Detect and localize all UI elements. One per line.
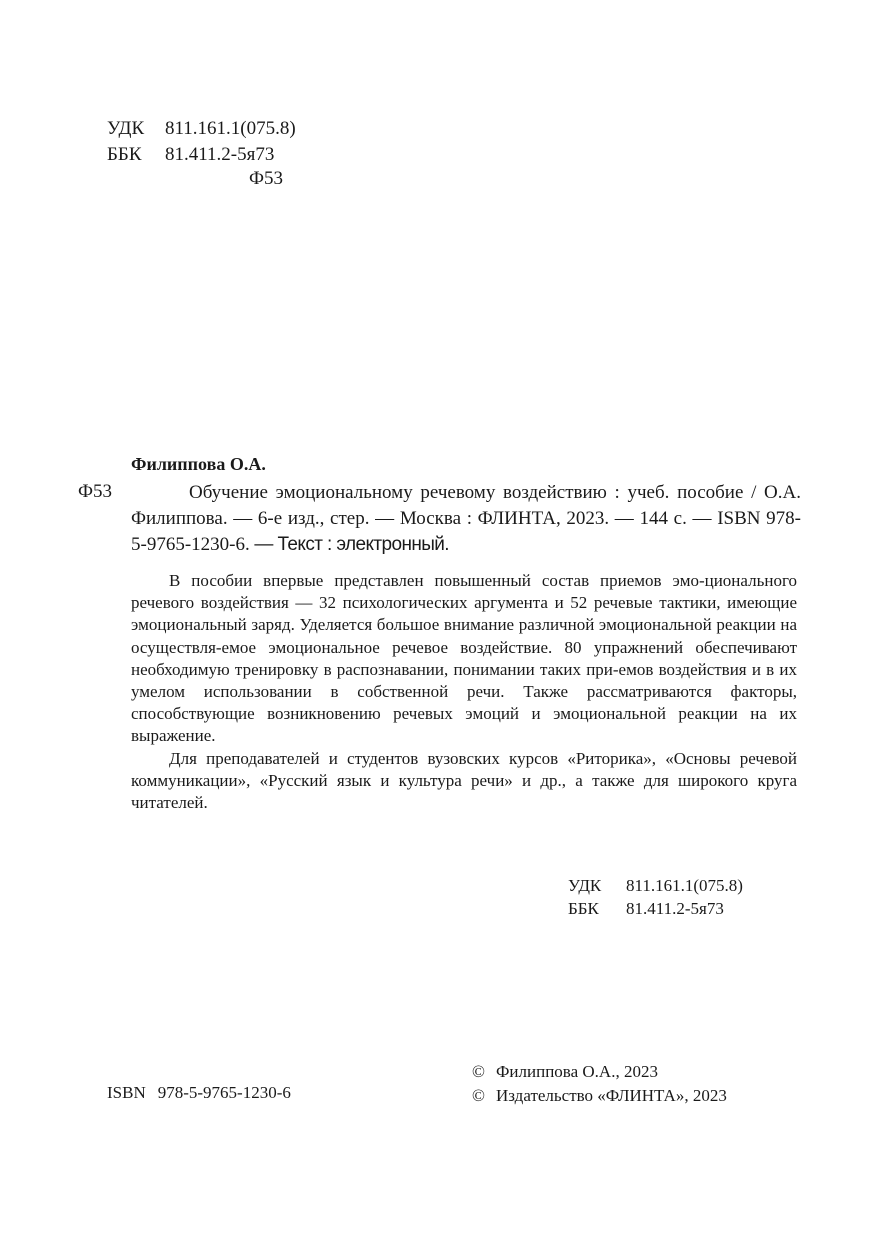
bbk-code-bottom (568, 897, 743, 920)
top-classification-codes (107, 116, 296, 168)
biblio-tail: — Текст : электронный. (249, 534, 449, 555)
abstract (131, 570, 797, 814)
isbn-value: 978-5-9765-1230-6 (157, 1083, 291, 1102)
author-mark-top: Ф53 (249, 168, 284, 189)
bbk-code (107, 142, 296, 168)
abstract-paragraph-1: В пособии впервые представлен повышенный состав приемов эмо-ционального речевого воздействия — 32 психологических аргумента и 52 речевые тактики, имеющие эмоциональный заряд. Уделяется большое внимание различной эмоциональной реакции на осуществля-емое эмоциональное речевое воздействие. 80 упражнений обеспечивают необходимую тренировку в распознавании, понимании таких при-емов воздействия и в их умелом использовании в собственной речи. Также рассматриваются факторы, способствующие возникновению речевых эмоций и эмоциональной реакции на их выражение. (131, 571, 797, 746)
bottom-classification-codes (568, 874, 743, 920)
biblio-text: Обучение эмоциональному речевому воздействию : учеб. пособие / О.А. Филиппова. — 6-е изд., стер. — Москва : ФЛИНТА, 2023. — 144 с. — ISBN 978-5-9765-1230-6. (131, 482, 801, 555)
udk-value: 811.161.1(075.8) (165, 118, 296, 139)
isbn-label: ISBN (107, 1083, 146, 1102)
bbk-value: 81.411.2-5я73 (165, 144, 275, 165)
abstract-paragraph-2: Для преподавателей и студентов вузовских курсов «Риторика», «Основы речевой коммуникации», «Русский язык и культура речи» и др., а также для широкого круга читателей. (131, 748, 797, 813)
bibliographic-description (131, 480, 801, 558)
udk-code (107, 116, 296, 142)
author-heading: Филиппова О.А. (131, 454, 266, 474)
udk-label-bottom: УДК (568, 876, 602, 895)
copyright-icon: © (472, 1086, 485, 1105)
bbk-value-bottom: 81.411.2-5я73 (626, 899, 724, 918)
copyright-publisher (472, 1084, 727, 1108)
udk-code-bottom (568, 874, 743, 897)
copyright-publisher-text: Издательство «ФЛИНТА», 2023 (496, 1086, 727, 1105)
copyright-icon: © (472, 1062, 485, 1081)
udk-label: УДК (107, 118, 145, 139)
udk-value-bottom: 811.161.1(075.8) (626, 876, 743, 895)
author-mark: Ф53 (78, 481, 113, 502)
isbn (107, 1083, 291, 1103)
bbk-label: ББК (107, 144, 142, 165)
copyright-author-text: Филиппова О.А., 2023 (496, 1062, 658, 1081)
bbk-label-bottom: ББК (568, 899, 599, 918)
copyright-author (472, 1060, 727, 1084)
copyright-block (472, 1060, 727, 1108)
